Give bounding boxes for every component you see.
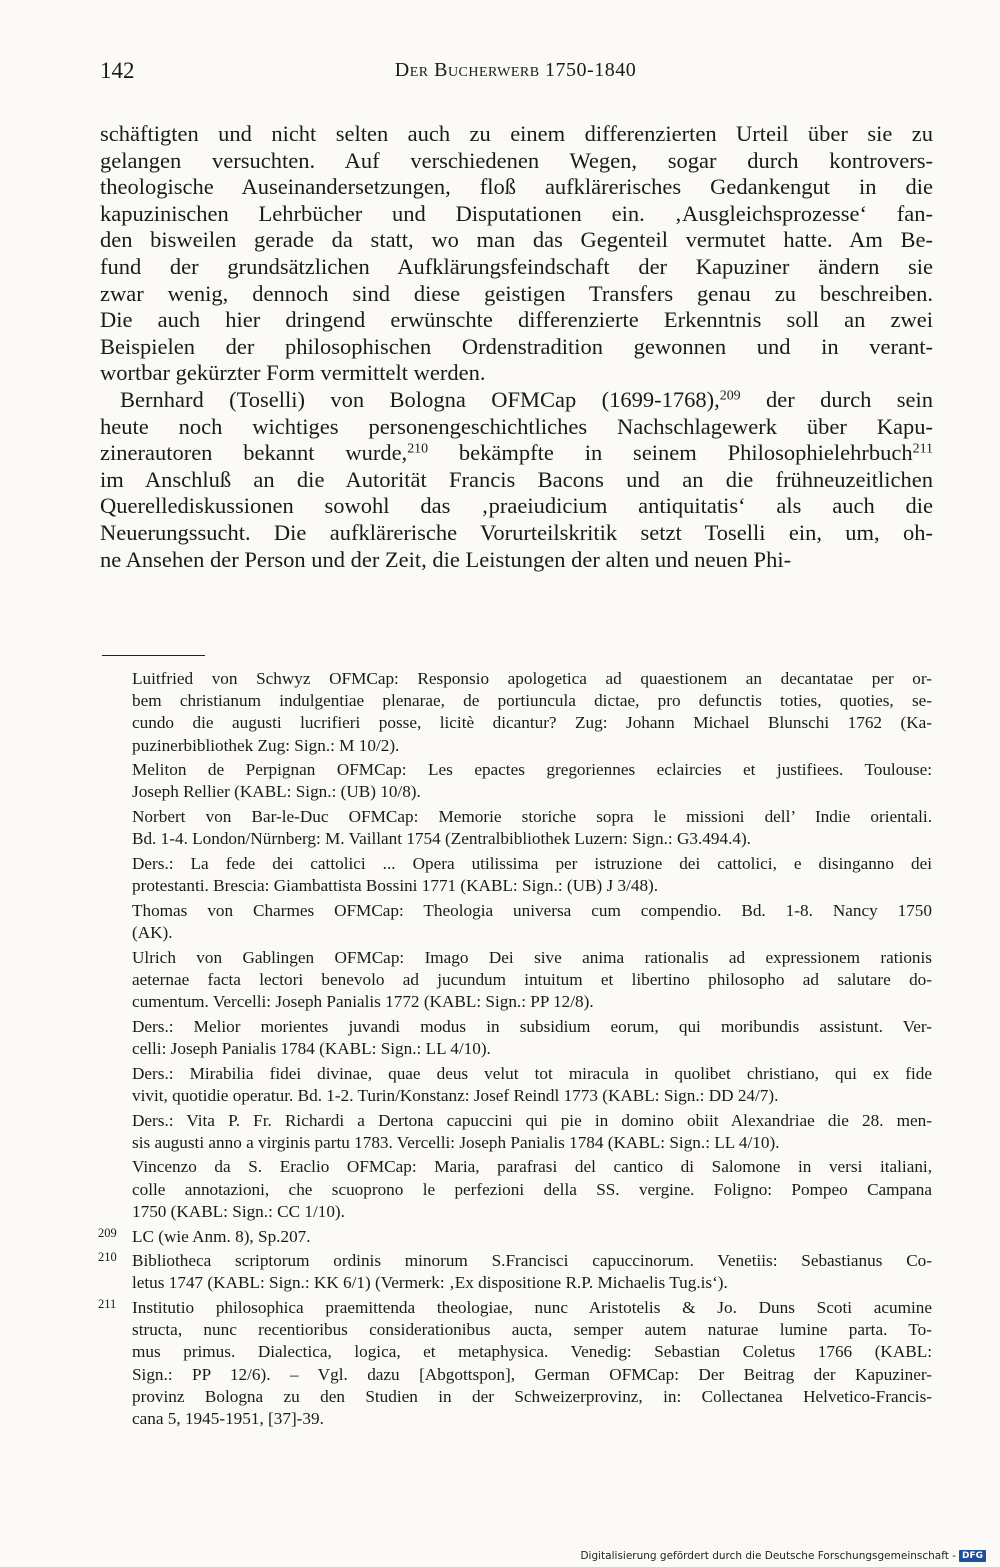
footnote-line: Ulrich von Gablingen OFMCap: Imago Dei sive anima rationalis ad expressionem rationis	[132, 947, 932, 967]
footnote-line: 1750 (KABL: Sign.: CC 1/10).	[132, 1201, 345, 1221]
text-run: bekämpfte in seinem Philosophielehrbuch	[428, 440, 913, 466]
footnote-line: sis augusti anno a virginis partu 1783. Vercelli: Joseph Panialis 1784 (KABL: Sign.: LL 4/10).	[132, 1132, 780, 1152]
footnote-ref-209[interactable]: 209	[719, 388, 741, 404]
text-line: heute noch wichtiges personengeschichtliches Nachschlagewerk über Kapu-	[100, 413, 933, 439]
page-number: 142	[100, 58, 135, 83]
text-line: Neuerungssucht. Die aufklärerische Vorurteilskritik setzt Toselli ein, um, oh-	[100, 519, 933, 545]
footnote-line: celli: Joseph Panialis 1784 (KABL: Sign.: LL 4/10).	[132, 1039, 491, 1058]
footnote-number: 211	[98, 1297, 117, 1312]
footnote-line: Vincenzo da S. Eraclio OFMCap: Maria, parafrasi del cantico di Salomone in versi italiani,	[132, 1157, 932, 1177]
footnote-line: bem christianum indulgentiae plenarae, de portiuncula dictae, pro defunctis toties, quoties, se-	[132, 691, 932, 711]
footnote-line: vivit, quotidie operatur. Bd. 1-2. Turin/Konstanz: Josef Reindl 1773 (KABL: Sign.: DD 24/7).	[132, 1085, 779, 1105]
footnote-entry	[132, 1016, 932, 1060]
paragraph-2	[100, 387, 933, 573]
text-line: Querellediskussionen sowohl das ‚praeiudicium antiquitatis‘ als auch die	[100, 493, 933, 519]
footnote-number: 210	[98, 1250, 117, 1265]
text-line: wortbar gekürzter Form vermittelt werden.	[100, 360, 486, 386]
footnote-line: protestanti. Brescia: Giambattista Bossini 1771 (KABL: Sign.: (UB) J 3/48).	[132, 876, 659, 896]
footnote-entry	[132, 668, 932, 757]
footnote-line: Luitfried von Schwyz OFMCap: Responsio apologetica ad quaestionem an decantatae per or-	[132, 669, 932, 688]
text-line: Beispielen der philosophischen Ordenstradition gewonnen und in verant-	[100, 333, 933, 359]
credit-text: Digitalisierung gefördert durch die Deutsche Forschungsgemeinschaft -	[580, 1550, 956, 1562]
footnote-line: provinz Bologna zu den Studien in der Schweizerprovinz, in: Collectanea Helvetico-Francis-	[132, 1386, 932, 1406]
footnote-line: mus primus. Dialectica, logica, et metaphysica. Venedig: Sebastian Coletus 1766 (KABL:	[132, 1342, 932, 1362]
footnote-210	[98, 1250, 932, 1294]
main-text	[100, 121, 933, 573]
footnote-entry	[132, 947, 932, 1014]
footnote-line: colle annotazioni, che scuoprono le perfezioni della SS. vergine. Foligno: Pompeo Campana	[132, 1179, 932, 1199]
text-line: ne Ansehen der Person und der Zeit, die Leistungen der alten und neuen Phi-	[100, 546, 792, 572]
footnote-line: puzinerbibliothek Zug: Sign.: M 10/2).	[132, 735, 400, 755]
text-line: zwar wenig, dennoch sind diese geistigen Transfers genau zu beschreiben.	[100, 280, 933, 306]
footnote-line: Institutio philosophica praemittenda theologiae, nunc Aristotelis & Jo. Duns Scoti acumine	[132, 1298, 932, 1318]
footnote-entry	[132, 759, 932, 803]
footnote-line: Ders.: Melior morientes juvandi modus in subsidium eorum, qui moribundis assistunt. Ver-	[132, 1016, 932, 1036]
footnote-line: (AK).	[132, 923, 173, 943]
footnote-line: Ders.: Vita P. Fr. Richardi a Dertona capuccini qui pie in domino obiit Alexandriae die 28. men-	[132, 1110, 932, 1130]
footnote-line: Norbert von Bar-le-Duc OFMCap: Memorie storiche sopra le missioni dell’ Indie orientali.	[132, 807, 932, 827]
text-run: Bernhard (Toselli) von Bologna OFMCap (1699-1768),	[120, 386, 720, 412]
running-title: Der Bucherwerb 1750-1840	[394, 59, 637, 81]
footnote-ref-210[interactable]: 210	[407, 441, 429, 457]
footnote-continuation	[132, 668, 932, 1223]
footnote-line: Ders.: Mirabilia fidei divinae, quae deus velut tot miracula in quolibet christiano, qui ex fide	[132, 1063, 932, 1083]
footnote-entry	[132, 1156, 932, 1223]
footnote-entry	[132, 900, 932, 944]
footnote-line: cundo die augusti lucrifieri posse, licitè dicantur? Zug: Johann Michael Blunschi 1762 (Ka-	[132, 713, 932, 733]
footnote-209	[98, 1225, 932, 1248]
footnote-line: Bd. 1-4. London/Nürnberg: M. Vaillant 1754 (Zentralbibliothek Luzern: Sign.: G3.494.4).	[132, 829, 751, 849]
text-line: schäftigten und nicht selten auch zu einem differenzierten Urteil über sie zu	[100, 121, 933, 146]
text-line: fund der grundsätzlichen Aufklärungsfeindschaft der Kapuziner ändern sie	[100, 253, 933, 279]
footnote-211	[98, 1297, 932, 1430]
dfg-logo: DFG	[959, 1550, 986, 1562]
text-line: im Anschluß an die Autorität Francis Bacons und an die frühneuzeitlichen	[100, 466, 933, 492]
running-header	[98, 58, 933, 92]
text-line: Die auch hier dringend erwünschte differenzierte Erkenntnis soll an zwei	[100, 307, 933, 333]
footnote-line: cumentum. Vercelli: Joseph Panialis 1772 (KABL: Sign.: PP 12/8).	[132, 992, 594, 1012]
footnote-line: Bibliotheca scriptorum ordinis minorum S.Francisci capuccinorum. Venetiis: Sebastianus Co-	[132, 1251, 932, 1271]
paragraph-1	[100, 121, 933, 387]
footnote-line: cana 5, 1945-1951, [37]-39.	[132, 1409, 324, 1428]
footnote-separator	[102, 655, 205, 656]
text-run: zinerautoren bekannt wurde,	[100, 440, 408, 466]
footnote-entry	[132, 1063, 932, 1107]
text-line	[100, 387, 933, 414]
footnote-line: Sign.: PP 12/6). – Vgl. dazu [Abgottspon], German OFMCap: Der Beitrag der Kapuziner-	[132, 1364, 932, 1384]
footnote-ref-211[interactable]: 211	[912, 441, 933, 457]
footnote-number: 209	[98, 1225, 117, 1240]
footnote-line: structa, nunc recentioribus considerationibus aucta, semper autem naturae lumine parta. To-	[132, 1320, 932, 1340]
footnote-line: Ders.: La fede dei cattolici ... Opera utilissima per istruzione dei cattolici, e disinganno dei	[132, 854, 932, 873]
footnotes	[98, 668, 932, 1433]
digitization-credit	[580, 1550, 986, 1562]
footnote-line: Thomas von Charmes OFMCap: Theologia universa cum compendio. Bd. 1-8. Nancy 1750	[132, 900, 932, 920]
text-run: der durch sein	[740, 386, 934, 412]
footnote-entry	[132, 806, 932, 850]
text-line: theologische Auseinandersetzungen, floß aufklärerisches Gedankengut in die	[100, 174, 933, 200]
text-line: kapuzinischen Lehrbücher und Disputationen ein. ‚Ausgleichsprozesse‘ fan-	[100, 200, 933, 226]
footnote-line: letus 1747 (KABL: Sign.: KK 6/1) (Vermerk: ‚Ex dispositione R.P. Michaelis Tug.is‘).	[132, 1273, 728, 1293]
footnote-entry	[132, 1110, 932, 1154]
text-line: gelangen versuchten. Auf verschiedenen Wegen, sogar durch kontrovers-	[100, 147, 933, 173]
footnote-line: aeternae facta lectori benevolo ad jucundum intuitum et libertino philosopho ad salutare do-	[132, 969, 932, 989]
footnote-line: Meliton de Perpignan OFMCap: Les epactes gregoriennes eclaircies et justifiees. Toulouse:	[132, 760, 932, 780]
footnote-line: Joseph Rellier (KABL: Sign.: (UB) 10/8).	[132, 782, 421, 802]
footnote-entry	[132, 853, 932, 897]
text-line: den bisweilen gerade da statt, wo man das Gegenteil vermutet hatte. Am Be-	[100, 227, 933, 253]
text-line	[100, 440, 933, 467]
footnote-line: LC (wie Anm. 8), Sp.207.	[132, 1226, 311, 1246]
